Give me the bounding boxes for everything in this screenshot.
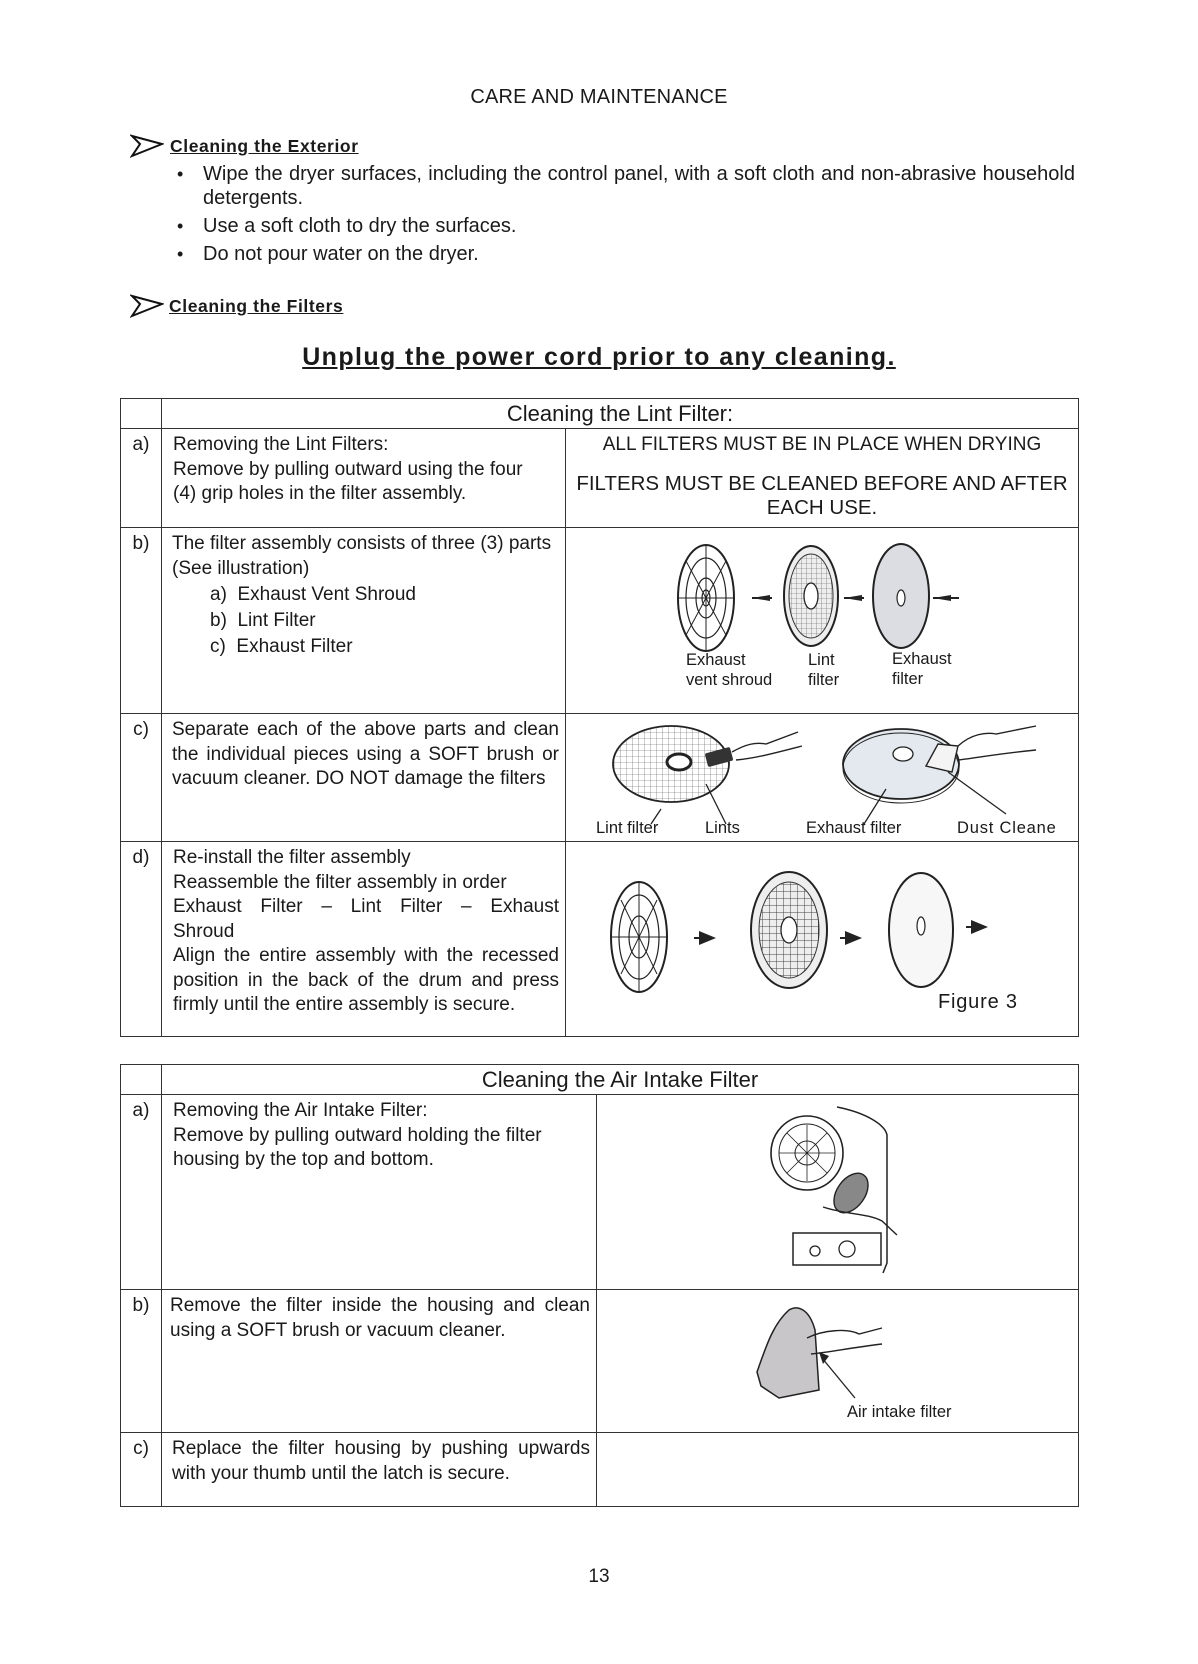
exhaust-filter-image <box>889 873 953 987</box>
lint-filter-image <box>751 872 827 988</box>
exhaust-filter-cloth-image <box>843 726 1036 824</box>
air-intake-removal-illustration <box>597 1095 1077 1288</box>
part-name: Exhaust Filter <box>236 636 353 657</box>
caption-lints: Lints <box>705 819 740 837</box>
page-title: CARE AND MAINTENANCE <box>470 86 728 108</box>
section-heading-exterior: Cleaning the Exterior <box>170 136 359 156</box>
step-text: (4) grip holes in the filter assembly. <box>173 483 467 504</box>
arrow-bullet-icon <box>130 294 164 318</box>
step-text: Remove the filter inside the housing and clean using a SOFT brush or vacuum cleaner. <box>162 1290 597 1433</box>
row-label: a) <box>121 429 162 528</box>
air-intake-cleaning-illustration <box>597 1290 1077 1431</box>
row-label: a) <box>121 1095 162 1290</box>
lint-filter-brush-image <box>613 726 802 824</box>
part-letter: b) <box>210 610 227 631</box>
caption-line: filter <box>808 671 840 689</box>
air-intake-table <box>120 1064 1079 1507</box>
caption-dust-cleaner: Dust Cleane <box>957 819 1057 837</box>
part-name: Exhaust Vent Shroud <box>237 584 416 605</box>
step-text: Remove by pulling outward using the four <box>173 458 523 480</box>
row-label: c) <box>121 714 162 842</box>
lint-filter-image <box>784 546 838 646</box>
step-text: Separate each of the above parts and clean the individual pieces using a SOFT brush or vacuum cleaner. DO NOT damage the filters <box>162 714 566 842</box>
caption-line: vent shroud <box>686 671 773 689</box>
step-text: Re-install the filter assembly <box>173 847 411 868</box>
exhaust-filter-image <box>873 544 929 648</box>
caption-line: Exhaust <box>892 650 952 668</box>
step-text: Reassemble the filter assembly in order <box>173 871 507 893</box>
step-text: Exhaust Filter – Lint Filter – Exhaust Shroud <box>173 896 559 942</box>
caption-air-intake-filter: Air intake filter <box>847 1403 952 1421</box>
step-text: The filter assembly consists of three (3) parts <box>172 533 552 554</box>
row-label: c) <box>121 1433 162 1507</box>
air-table-header: Cleaning the Air Intake Filter <box>162 1065 1079 1095</box>
step-text: Replace the filter housing by pushing upwards with your thumb until the latch is secure. <box>162 1433 597 1507</box>
caption-line: Exhaust <box>686 651 746 669</box>
step-text: Align the entire assembly with the recessed position in the back of the drum and press firmly until the entire assembly is secure. <box>173 945 559 1015</box>
caption-exhaust-filter: Exhaust filter <box>806 819 902 837</box>
filters-in-place-note: ALL FILTERS MUST BE IN PLACE WHEN DRYING <box>602 434 1042 455</box>
page-number: 13 <box>588 1566 610 1587</box>
exterior-bullet-list <box>175 162 1075 270</box>
lint-table-header: Cleaning the Lint Filter: <box>162 399 1079 429</box>
lint-filter-table <box>120 398 1079 1037</box>
step-title: Removing the Air Intake Filter: <box>173 1100 428 1121</box>
section-heading-filters: Cleaning the Filters <box>169 296 344 316</box>
arrow-bullet-icon <box>130 134 164 158</box>
figure-label: Figure 3 <box>938 991 1018 1013</box>
filters-cleaned-note: FILTERS MUST BE CLEANED BEFORE AND AFTER EACH USE. <box>576 471 1068 519</box>
exhaust-vent-shroud-image <box>611 882 667 992</box>
unplug-warning: Unplug the power cord prior to any cleaning. <box>302 343 896 371</box>
list-item: • Use a soft cloth to dry the surfaces. <box>175 214 1075 238</box>
step-text: (See illustration) <box>172 557 310 579</box>
list-item: • Do not pour water on the dryer. <box>175 242 1075 266</box>
step-title: Removing the Lint Filters: <box>173 434 389 455</box>
row-label: b) <box>121 528 162 714</box>
part-letter: a) <box>210 584 227 605</box>
caption-line: Lint <box>808 651 835 669</box>
caption-line: filter <box>892 670 924 688</box>
exhaust-vent-shroud-image <box>678 545 734 651</box>
row-label: b) <box>121 1290 162 1433</box>
row-label: d) <box>121 842 162 1037</box>
list-item: • Wipe the dryer surfaces, including the control panel, with a soft cloth and non-abrasive household detergents. <box>175 162 1075 210</box>
part-name: Lint Filter <box>237 610 316 631</box>
step-text: Remove by pulling outward holding the filter housing by the top and bottom. <box>173 1124 542 1170</box>
part-letter: c) <box>210 636 226 657</box>
caption-lint-filter: Lint filter <box>596 819 659 837</box>
